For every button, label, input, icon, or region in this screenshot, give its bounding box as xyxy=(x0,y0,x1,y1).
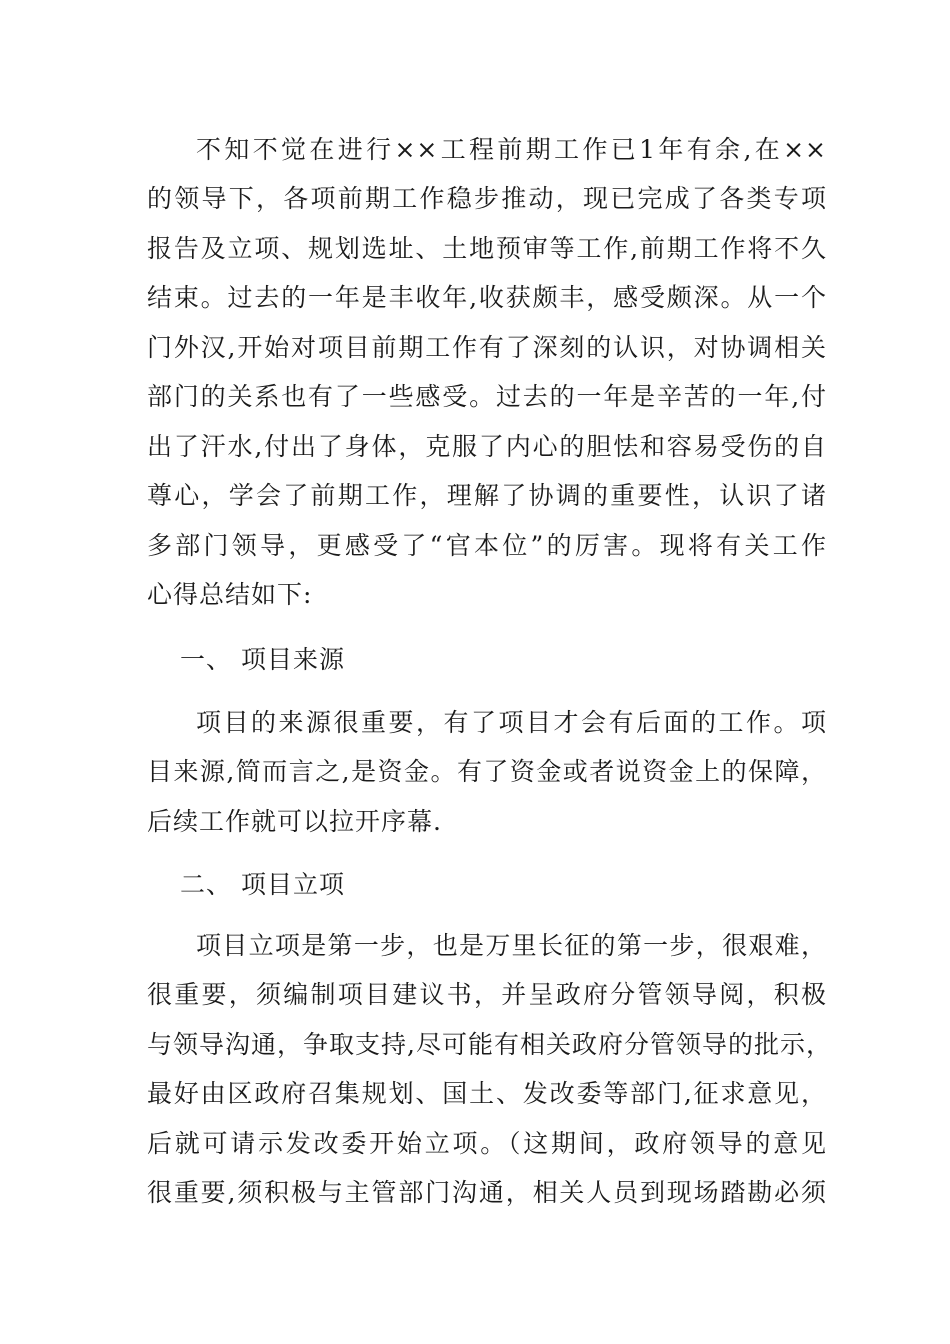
paragraph1-line-7: 出了汗水,付出了身体，克服了内心的胆怯和容易受伤的自 xyxy=(147,432,827,461)
paragraph1-line-8: 尊心，学会了前期工作，理解了协调的重要性，认识了诸 xyxy=(147,481,827,510)
paragraph1-line-9: 多部门领导，更感受了“官本位”的厉害。现将有关工作 xyxy=(147,531,827,560)
paragraph2-line-2: 目来源,简而言之,是资金。有了资金或者说资金上的保障， xyxy=(147,757,827,786)
paragraph2-line-3: 后续工作就可以拉开序幕. xyxy=(147,807,442,836)
paragraph1-line-6: 部门的关系也有了一些感受。过去的一年是辛苦的一年,付 xyxy=(147,382,827,411)
paragraph1-line-4: 结束。过去的一年是丰收年,收获颇丰，感受颇深。从一个 xyxy=(147,283,827,312)
paragraph1-line-3: 报告及立项、规划选址、土地预审等工作,前期工作将不久 xyxy=(147,234,827,263)
paragraph2-line-1: 项目的来源很重要，有了项目才会有后面的工作。项 xyxy=(196,708,827,737)
section-heading-1: 一、 项目来源 xyxy=(180,645,345,674)
paragraph1-line-10: 心得总结如下: xyxy=(147,580,313,609)
section-heading-2: 二、 项目立项 xyxy=(180,870,345,899)
paragraph3-line-4: 最好由区政府召集规划、国土、发改委等部门,征求意见， xyxy=(147,1079,827,1108)
paragraph3-line-5: 后就可请示发改委开始立项。（这期间，政府领导的意见 xyxy=(147,1129,827,1158)
paragraph1-line-1: 不知不觉在进行××工程前期工作已1年有余,在×× xyxy=(196,135,827,164)
paragraph3-line-2: 很重要，须编制项目建议书，并呈政府分管领导阅，积极 xyxy=(147,980,827,1009)
paragraph3-line-1: 项目立项是第一步，也是万里长征的第一步，很艰难， xyxy=(196,931,827,960)
paragraph3-line-6: 很重要,须积极与主管部门沟通，相关人员到现场踏勘必须 xyxy=(147,1178,827,1207)
paragraph1-line-2: 的领导下，各项前期工作稳步推动，现已完成了各类专项 xyxy=(147,184,827,213)
paragraph1-line-5: 门外汉,开始对项目前期工作有了深刻的认识，对协调相关 xyxy=(147,333,827,362)
paragraph3-line-3: 与领导沟通，争取支持,尽可能有相关政府分管领导的批示， xyxy=(147,1030,832,1059)
